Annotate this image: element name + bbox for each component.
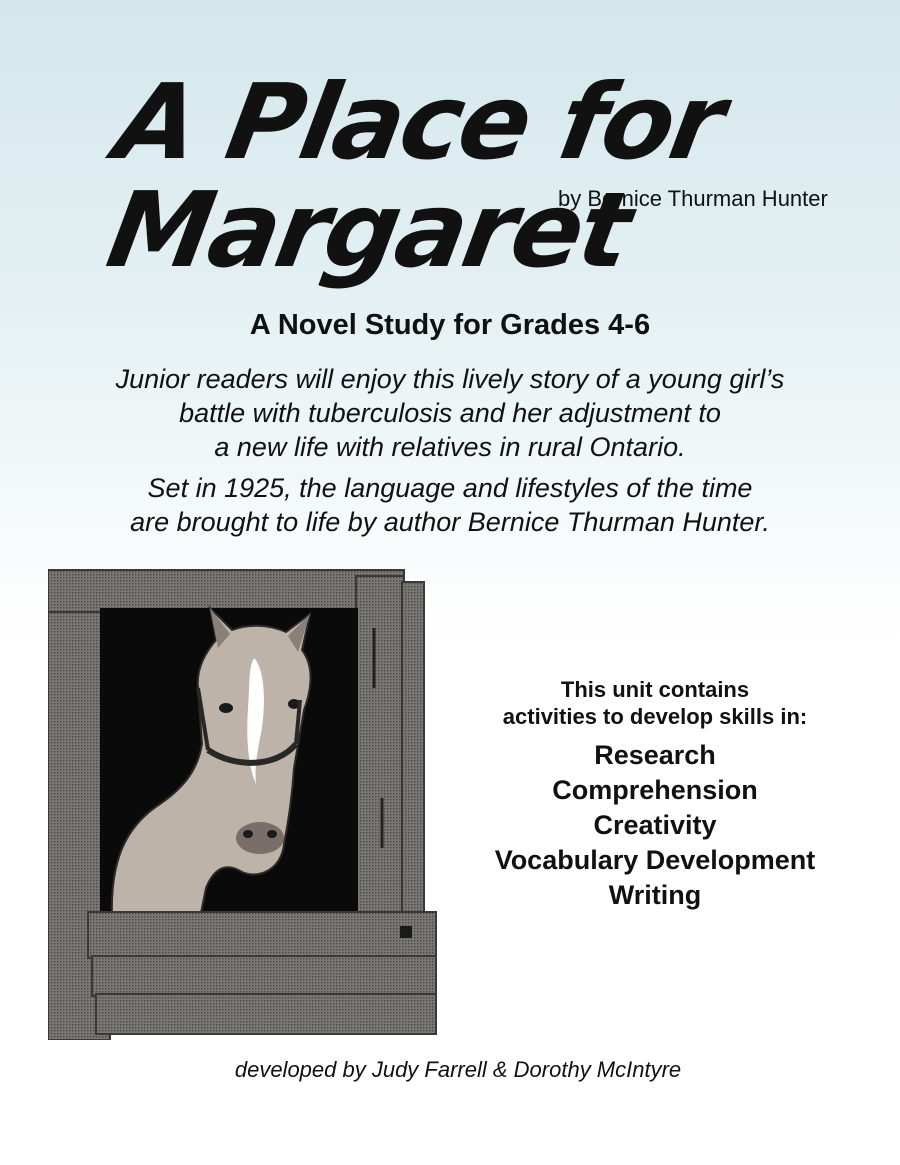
title-line-2: Margaret <box>99 169 638 291</box>
stall-door <box>88 912 436 1034</box>
description-paragraph-2 <box>40 471 860 539</box>
skills-intro <box>440 676 870 730</box>
description-line: Set in 1925, the language and lifestyles of the time <box>147 473 753 503</box>
description-line: a new life with relatives in rural Ontario. <box>214 432 686 462</box>
author-byline: by Bernice Thurman Hunter <box>558 186 828 211</box>
skills-panel <box>440 676 870 913</box>
skill-item: Comprehension <box>552 775 758 805</box>
subtitle: A Novel Study for Grades 4-6 <box>249 309 651 341</box>
title-line-1: A Place for <box>107 61 731 183</box>
skills-intro-line: This unit contains <box>560 677 750 702</box>
skill-item: Research <box>594 740 716 770</box>
skill-item: Vocabulary Development <box>494 845 816 875</box>
skills-list <box>440 738 870 913</box>
developer-credit: developed by Judy Farrell & Dorothy McIntyre <box>234 1057 682 1082</box>
description-line: Junior readers will enjoy this lively story of a young girl’s <box>115 364 785 394</box>
description-line: battle with tuberculosis and her adjustment to <box>179 398 721 428</box>
description-paragraph-1 <box>40 362 860 464</box>
horse-stall-illustration <box>48 568 440 1040</box>
skill-item: Writing <box>608 880 702 910</box>
skill-item: Creativity <box>593 810 717 840</box>
description-line: are brought to life by author Bernice Thurman Hunter. <box>130 507 770 537</box>
skills-intro-line: activities to develop skills in: <box>502 704 808 729</box>
